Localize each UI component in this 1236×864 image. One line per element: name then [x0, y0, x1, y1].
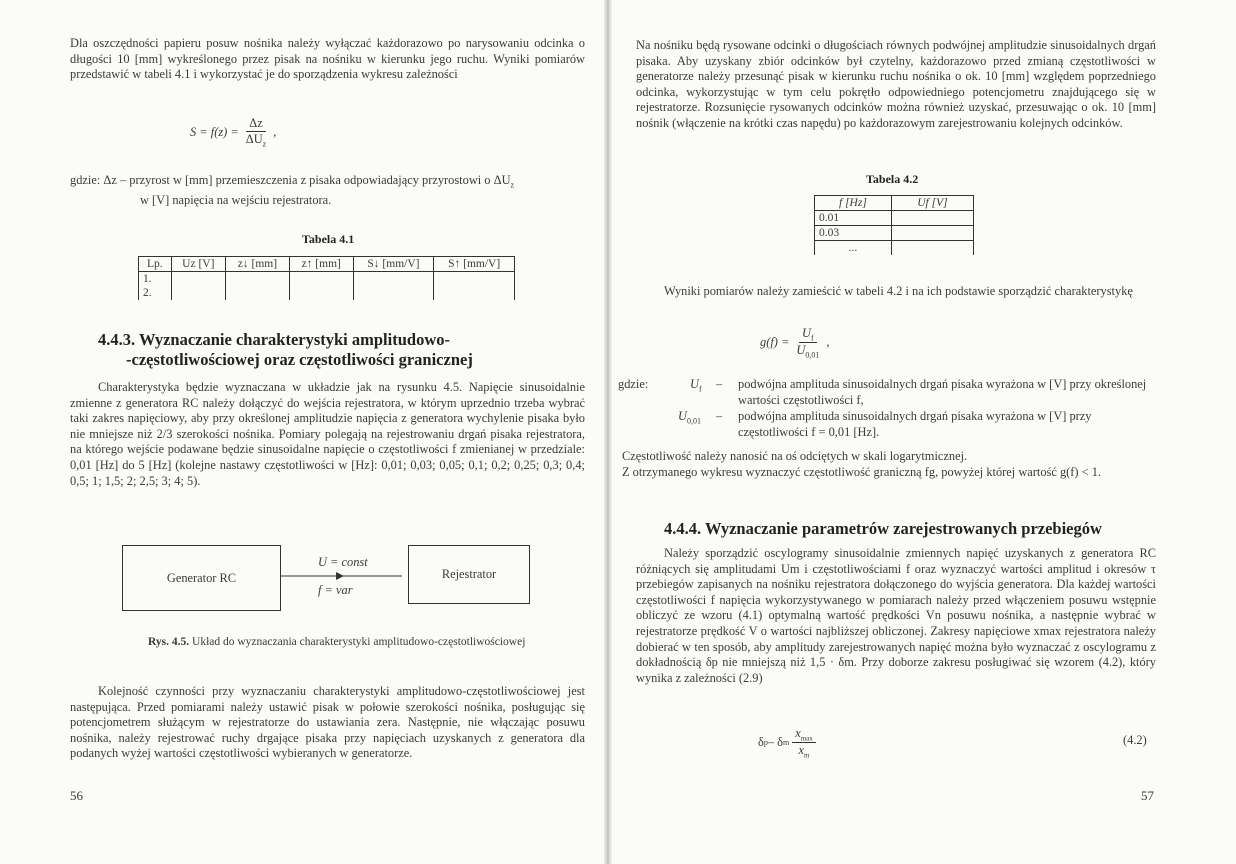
table-cell: [171, 272, 225, 287]
table-cell: [891, 211, 973, 226]
page-number-left: 56: [70, 788, 83, 803]
where-label-2: gdzie:: [618, 377, 649, 391]
right-paragraph-3: Częstotliwość należy nanosić na oś odciętych w skali logarytmicznej.: [622, 449, 968, 463]
diagram-bottom-label: f = var: [318, 583, 353, 597]
formula-gain-den-sub: 0,01: [805, 350, 820, 360]
formula-gain-den: U: [796, 343, 806, 358]
generator-rc-block: Generator RC: [122, 545, 281, 611]
table-cell: [171, 286, 225, 300]
right-page: [608, 0, 1236, 864]
right-paragraph-1: Na nośniku będą rysowane odcinki o długościach równych podwójnej amplitudzie sinusoidalnych drgań pisaka. Aby uzyskany zbiór odcinków był czytelny, każdorazowo przed zmianą częstotliwości w generatorze należy przesunąć pisak w kierunku ruchu nośnika o ok. 10 [mm] względem poprzedniego odcinka, wykorzystując w tym celu pokrętło odpowiedniego potencjometru znajdującego się w rejestratorze. Rozsunięcie rysowanych odcinków można również uzyskać, przesuwając o ok. 10 [mm] nośnik (włączenie na krótki czas napędu) po każdorazowym zarejestrowaniu kolejnych odcinków.: [636, 38, 1156, 130]
left-paragraph-2: Charakterystyka będzie wyznaczana w układzie jak na rysunku 4.5. Napięcie sinusoidalnie zmienne z generatora RC należy dołączyć do wejścia rejestratora, w którym uprzednio trzeba wybrać taki zakres napięciowy, aby przy określonej amplitudzie napięcia z generatora wychylenie pisaka było nie mniejsze niż 2/3 szerokości nośnika. Pomiary polegają na rejestrowaniu drgań pisaka rejestratora, na którego wejście podawane będzie sinusoidalne napięcie o częstotliwości f zmienianej w przedziale: 0,01 [Hz] do 5 [Hz] (kolejne nastawy częstotliwości w [Hz]: 0,01; 0,03; 0,05; 0,1; 0,2; 0,25; 0,3; 0,4; 0,5; 1; 1,5; 2; 2,5; 3; 4; 5).: [70, 380, 585, 488]
formula-4-2-mid: – δ: [767, 735, 783, 750]
def-text: podwójna amplituda sinusoidalnych drgań pisaka wyrażona w [V] przy określonej wartości częstotliwości f,: [738, 377, 1147, 407]
formula-denominator: ΔU: [245, 132, 263, 146]
formula-gain-tail: ,: [826, 335, 830, 350]
where-text-sub: z: [510, 180, 515, 190]
def-symbol-sub: f: [698, 384, 702, 394]
signal-arrow: [280, 570, 408, 582]
where-definition-1: [70, 173, 590, 209]
table-cell: [353, 272, 434, 287]
table-row: [815, 211, 974, 226]
formula-4-2-den-sub: m: [804, 751, 810, 760]
table-header-cell: S↑ [mm/V]: [434, 257, 515, 272]
where-label: gdzie:: [70, 173, 101, 187]
where-text: Δz – przyrost w [mm] przemieszczenia z pisaka odpowiadający przyrostowi o ΔU: [103, 173, 511, 187]
formula-4-2-lhs-sub: p: [763, 738, 768, 748]
table-cell: 0.01: [815, 211, 892, 226]
figure-caption: [148, 636, 525, 648]
right-paragraph-4: Z otrzymanego wykresu wyznaczyć częstotliwość graniczną fg, powyżej której wartość g(f) < 1.: [622, 465, 1102, 479]
table-cell: [289, 272, 353, 287]
recorder-block: Rejestrator: [408, 545, 530, 604]
formula-number: (4.2): [1123, 733, 1147, 747]
table-header-cell: z↑ [mm]: [289, 257, 353, 272]
table-cell: 2.: [139, 286, 172, 300]
def-symbol-main: U: [690, 377, 699, 391]
def-dash: –: [716, 377, 723, 391]
heading-line-1: 4.4.3. Wyznaczanie charakterystyki amplitudowo-: [98, 330, 450, 349]
table-header-cell: f [Hz]: [815, 196, 892, 211]
formula-tail: ,: [273, 124, 277, 139]
page-number-right: 57: [1141, 788, 1154, 803]
right-paragraph-2: Wyniki pomiarów należy zamieścić w tabeli 4.2 i na ich podstawie sporządzić charakterystykę: [664, 284, 1133, 298]
table-header-cell: Lp.: [139, 257, 172, 272]
right-paragraph-5: Należy sporządzić oscylogramy sinusoidalnie zmiennych napięć uzyskanych z generatora RC różniących się amplitudami Um i częstotliwościami f oraz wyznaczyć wartości amplitud i okresów τ przebiegów zapisanych na nośniku rejestratora dołączonego do wyjścia generatora. Dla każdej wartości częstotliwości f napięcia wykorzystywanego w pomiarach należy przed włączeniem posuwu wstępnie obliczyć ze wzoru (4.1) optymalną wartość prędkości Vn posuwu nośnika, a następnie wybrać w rejestratorze prędkość V o wartości najbliższej obliczonej. Zakresy napięciowe xmax rejestratora należy dobierać w ten sposób, aby amplitudy zarejestrowanych napięć można było wyznaczać z oscylogramu z dokładnością δp nie mniejszą niż 1,5 · δm. Przy doborze zakresu posługiwać się wzorem (4.2), który wynika z zależności (2.9): [636, 546, 1156, 685]
table-cell: [891, 241, 973, 256]
formula-denominator-sub: z: [262, 139, 267, 149]
table-header-row: [815, 196, 974, 211]
where-text-2: w [V] napięcia na wejściu rejestratora.: [140, 193, 332, 208]
table-cell: 0.03: [815, 226, 892, 241]
table-4-2-title: Tabela 4.2: [866, 172, 919, 186]
table-header-cell: Uf [V]: [891, 196, 973, 211]
formula-gain: [760, 326, 829, 360]
section-heading-4-4-4: 4.4.4. Wyznaczanie parametrów zarejestrowanych przebiegów: [664, 519, 1102, 538]
table-cell: 1.: [139, 272, 172, 287]
formula-4-2-num-sub: max: [800, 734, 813, 743]
table-4-2: [814, 195, 974, 255]
def-text: podwójna amplituda sinusoidalnych drgań pisaka wyrażona w [V] przy częstotliwości f = 0,01 [Hz].: [738, 409, 1092, 439]
table-cell: ...: [815, 241, 892, 256]
heading-line-2: -częstotliwościowej oraz częstotliwości granicznej: [126, 350, 473, 369]
table-cell: [226, 272, 290, 287]
diagram-top-label: U = const: [318, 555, 368, 569]
def-symbol-main: U: [678, 409, 687, 423]
table-row: [139, 272, 515, 287]
formula-gain-lhs: g(f) =: [760, 335, 790, 350]
formula-4-2-num: x: [795, 726, 801, 740]
figure-caption-label: Rys. 4.5.: [148, 636, 190, 648]
def-symbol: [678, 409, 701, 429]
formula-numerator: Δz: [246, 116, 265, 132]
table-row: [139, 286, 515, 300]
def-symbol-sub: 0,01: [686, 416, 701, 426]
table-header-cell: z↓ [mm]: [226, 257, 290, 272]
table-cell: [891, 226, 973, 241]
table-header-cell: S↓ [mm/V]: [353, 257, 434, 272]
table-4-1: [138, 256, 515, 300]
formula-4-2-den: x: [798, 743, 805, 758]
left-paragraph-1: Dla oszczędności papieru posuw nośnika należy wyłączać każdorazowo po narysowaniu odcinka o długości 10 [mm] wykreślonego przez pisak na nośniku w kierunku jego ruchu. Wyniki pomiarów przedstawić w tabeli 4.1 i wykorzystać je do sporządzenia wykresu zależności: [70, 36, 585, 82]
table-cell: [434, 272, 515, 287]
left-paragraph-3: Kolejność czynności przy wyznaczaniu charakterystyki amplitudowo-częstotliwościowej jest następująca. Przed pomiarami należy ustawić pisak w połowie szerokości nośnika, posługując się potencjometrem służącym w rejestratorze do ustawiania zera. Następnie, nie włączając posuwu nośnika, należy rejestrować ruchy drgające pisaka przy napięciach uzyskanych z generatora dla podanych wyżej wartości częstotliwości wybieranych w generatorze.: [70, 684, 585, 761]
def-symbol: [690, 377, 702, 397]
table-header-cell: Uz [V]: [171, 257, 225, 272]
formula-4-2: [758, 726, 816, 760]
formula-gain-num: U: [802, 326, 811, 340]
section-heading-4-4-3: [98, 330, 473, 370]
table-cell: [289, 286, 353, 300]
table-cell: [226, 286, 290, 300]
def-dash: –: [716, 409, 723, 423]
formula-gain-num-sub: f: [810, 333, 814, 343]
table-4-1-title: Tabela 4.1: [302, 232, 355, 246]
table-row: [815, 226, 974, 241]
left-page: [0, 0, 608, 864]
formula-4-2-mid-sub: m: [782, 738, 790, 748]
figure-caption-text: Układ do wyznaczania charakterystyki amplitudowo-częstotliwościowej: [192, 636, 526, 648]
formula-sensitivity: [190, 116, 276, 148]
formula-4-2-lhs: δ: [758, 735, 764, 750]
formula-lhs: S = f(z) =: [190, 124, 239, 139]
table-cell: [353, 286, 434, 300]
table-header-row: [139, 257, 515, 272]
table-row: [815, 241, 974, 256]
table-cell: [434, 286, 515, 300]
